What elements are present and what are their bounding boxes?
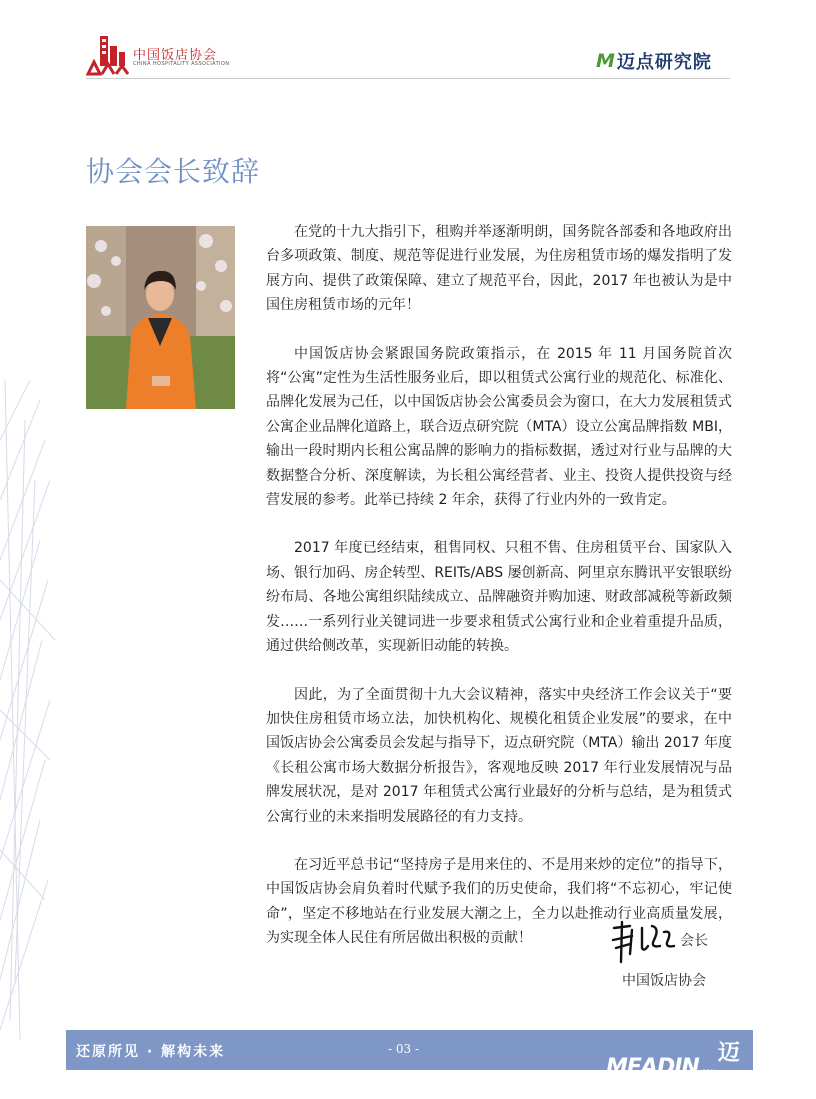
footer-slogan: 还原所见 · 解构未来 xyxy=(76,1044,226,1060)
signature-organization: 中国饭店协会 xyxy=(622,973,706,989)
meadin-research-text: 迈点研究院 xyxy=(616,52,712,73)
brand-cn: 迈点 xyxy=(717,1041,740,1097)
signature-title: 会长 xyxy=(680,933,708,949)
brand-main: MEADIN xyxy=(606,1054,699,1080)
meadin-brand-logo xyxy=(606,1036,753,1098)
meadin-m-icon: M xyxy=(596,50,615,72)
paragraph-5: 在习近平总书记“坚持房子是用来住的、不是用来炒的定位”的指导下，中国饭店协会肩负着时代赋予我们的历史使命，我们将“不忘初心，牢记使命”，坚定不移地站在行业发展大潮之上，全力以赴推动行业高质量发展，为实现全体人民住有所居做出积极的贡献！ xyxy=(266,856,732,947)
paragraph-4: 因此，为了全面贯彻十九大会议精神，落实中央经济工作会议关于“要加快住房租赁市场立法，加快机构化、规模化租赁企业发展”的要求，在中国饭店协会公寓委员会发起与指导下，迈点研究院（MTA）输出 2017 年度《长租公寓市场大数据分析报告》，客观地反映 2017 年行业发展情况与品牌发展状况，是对 2017 年租赁式公寓行业最好的分析与总结，是为租赁式公寓行业的未来指明发展路径的有力支持。 xyxy=(266,686,732,825)
page-number: - 03 - xyxy=(388,1042,420,1056)
decorative-lines xyxy=(0,380,60,1040)
logo-cn-text: 中国饭店协会 xyxy=(133,48,218,63)
header-divider xyxy=(86,78,730,79)
handwritten-signature-icon xyxy=(608,918,678,964)
letter-body xyxy=(266,220,732,975)
china-hospitality-association-logo xyxy=(86,34,246,76)
paragraph-1: 在党的十九大指引下，租购并举逐渐明朗，国务院各部委和各地政府出台多项政策、制度、规范等促进行业发展，为住房租赁市场的爆发指明了发展方向、提供了政策保障、建立了规范平台，因此，2017 年也被认为是中国住房租赁市场的元年！ xyxy=(266,224,732,314)
brand-sub: .COM xyxy=(699,1068,716,1076)
building-logo-icon xyxy=(86,34,132,76)
president-photo xyxy=(86,226,235,409)
meadin-research-logo xyxy=(596,48,712,74)
paragraph-2: 中国饭店协会紧跟国务院政策指示，在 2015 年 11 月国务院首次将“公寓”定性为生活性服务业后，即以租赁式公寓行业的规范化、标准化、品牌化发展为己任，以中国饭店协会公寓委员会为窗口，在大力发展租赁式公寓企业品牌化道路上，联合迈点研究院（MTA）设立公寓品牌指数 MBI，输出一段时期内长租公寓品牌的影响力的指标数据，透过对行业与品牌的大数据整合分析、深度解读，为长租公寓经营者、业主、投资人提供投资与经营发展的参考。此举已持续 2 年余，获得了行业内外的一致肯定。 xyxy=(266,345,732,509)
signature-block xyxy=(608,918,728,964)
paragraph-3: 2017 年度已经结束，租售同权、只租不售、住房租赁平台、国家队入场、银行加码、房企转型、REITs/ABS 屡创新高、阿里京东腾讯平安银联纷纷布局、各地公寓组织陆续成立、品牌融资并购加速、财政部减税等新政频发……一系列行业关键词进一步要求租赁式公寓行业和企业着重提升品质，通过供给侧改革，实现新旧动能的转换。 xyxy=(266,540,732,655)
page-title: 协会会长致辞 xyxy=(86,155,261,188)
logo-en-text: CHINA HOSPITALITY ASSOCIATION xyxy=(133,61,230,67)
footer-bar xyxy=(66,1030,753,1097)
